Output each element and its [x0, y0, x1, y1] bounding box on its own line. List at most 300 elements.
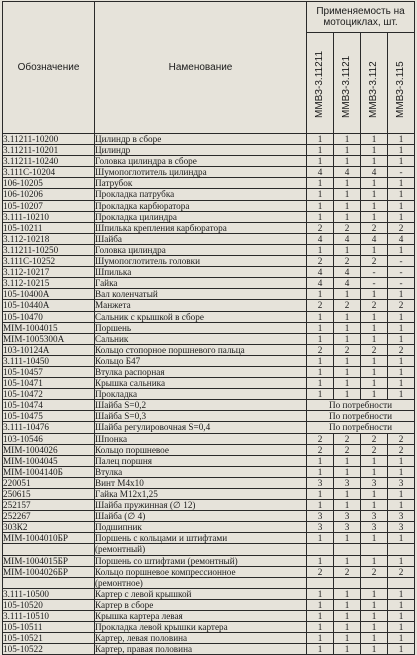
part-code: 3.111-10476 — [3, 422, 95, 433]
quantity-cell: 1 — [334, 333, 361, 344]
quantity-cell: 4 — [334, 267, 361, 278]
part-code: 3.111-10510 — [3, 611, 95, 622]
applicability-table — [2, 1, 415, 655]
quantity-cell: 1 — [307, 389, 334, 400]
part-name: Сальник с крышкой в сборе — [95, 311, 307, 322]
quantity-cell: - — [361, 267, 388, 278]
quantity-cell: 1 — [334, 455, 361, 466]
table-row — [3, 511, 415, 522]
table-row — [3, 256, 415, 267]
quantity-cell: 1 — [307, 555, 334, 566]
model-label: ММВЗ-3.11211 — [314, 50, 325, 118]
part-code: МIМ-1004026 — [3, 444, 95, 455]
part-code: 105-10475 — [3, 411, 95, 422]
quantity-cell: 1 — [307, 134, 334, 145]
quantity-cell: 3 — [334, 477, 361, 488]
table-row — [3, 189, 415, 200]
quantity-cell: 1 — [307, 189, 334, 200]
quantity-cell: 1 — [388, 633, 415, 644]
quantity-cell: 1 — [388, 211, 415, 222]
table-row — [3, 378, 415, 389]
quantity-cell: 4 — [307, 167, 334, 178]
part-code: 105-10472 — [3, 389, 95, 400]
table-row — [3, 200, 415, 211]
quantity-cell: 1 — [307, 599, 334, 610]
part-code: 3.111-10210 — [3, 211, 95, 222]
part-name: Шпилька крепления карбюратора — [95, 222, 307, 233]
quantity-cell: 1 — [361, 500, 388, 511]
part-code: 3.111С-10204 — [3, 167, 95, 178]
quantity-cell: 1 — [334, 588, 361, 599]
part-name: Палец поршня — [95, 455, 307, 466]
quantity-cell: 2 — [388, 344, 415, 355]
quantity-cell: 1 — [307, 378, 334, 389]
quantity-cell: 1 — [334, 200, 361, 211]
part-name: Гайка М12х1,25 — [95, 489, 307, 500]
quantity-cell: 1 — [307, 644, 334, 655]
part-code: 3.11211-10240 — [3, 156, 95, 167]
quantity-cell: 1 — [334, 322, 361, 333]
quantity-cell: 1 — [307, 333, 334, 344]
part-name: Шайба (∅ 4) — [95, 511, 307, 522]
quantity-cell: 2 — [307, 222, 334, 233]
header-model-1 — [307, 33, 334, 134]
quantity-cell: 1 — [334, 644, 361, 655]
quantity-cell: 1 — [334, 622, 361, 633]
table-row — [3, 178, 415, 189]
quantity-cell: 3 — [361, 511, 388, 522]
quantity-cell: 1 — [361, 311, 388, 322]
part-code: 105-10457 — [3, 366, 95, 377]
quantity-cell: 4 — [334, 233, 361, 244]
quantity-cell: 1 — [334, 156, 361, 167]
part-name: Втулка — [95, 466, 307, 477]
part-name: Прокладка карбюратора — [95, 200, 307, 211]
quantity-cell: 4 — [361, 167, 388, 178]
part-name: Прокладка левой крышки картера — [95, 622, 307, 633]
table-row — [3, 333, 415, 344]
part-name: Шайба регулировочная S=0,4 — [95, 422, 307, 433]
quantity-cell: 1 — [307, 322, 334, 333]
quantity-cell: 1 — [388, 333, 415, 344]
table-row — [3, 466, 415, 477]
quantity-cell: - — [388, 267, 415, 278]
table-row — [3, 145, 415, 156]
quantity-cell: 2 — [307, 444, 334, 455]
quantity-cell: 1 — [388, 311, 415, 322]
quantity-cell: 1 — [388, 378, 415, 389]
part-name: (ремонтное) — [95, 577, 307, 588]
part-name: Винт М4х10 — [95, 477, 307, 488]
quantity-cell: 1 — [334, 466, 361, 477]
quantity-cell: 1 — [307, 244, 334, 255]
quantity-cell: 1 — [334, 489, 361, 500]
quantity-cell: - — [388, 256, 415, 267]
quantity-cell: 1 — [307, 588, 334, 599]
table-row — [3, 422, 415, 433]
quantity-cell: 1 — [361, 389, 388, 400]
part-name: Сальник — [95, 333, 307, 344]
part-name: Кольцо стопорное поршневого пальца — [95, 344, 307, 355]
part-name: Кольцо поршневое — [95, 444, 307, 455]
part-code: 105-10520 — [3, 599, 95, 610]
table-row — [3, 500, 415, 511]
quantity-cell: 3 — [334, 522, 361, 533]
part-name: Поршень со штифтами (ремонтный) — [95, 555, 307, 566]
quantity-cell: 2 — [361, 300, 388, 311]
quantity-cell: 1 — [307, 455, 334, 466]
quantity-cell: 1 — [388, 289, 415, 300]
part-code: 3.112-10217 — [3, 267, 95, 278]
quantity-cell: 4 — [334, 278, 361, 289]
quantity-cell: 1 — [361, 466, 388, 477]
quantity-cell: 1 — [361, 178, 388, 189]
quantity-cell: 1 — [361, 533, 388, 544]
part-name: Головка цилиндра — [95, 244, 307, 255]
quantity-cell: 1 — [388, 244, 415, 255]
part-name: Крышка сальника — [95, 378, 307, 389]
quantity-cell: 1 — [307, 611, 334, 622]
quantity-cell: 1 — [361, 588, 388, 599]
quantity-cell: 1 — [307, 311, 334, 322]
quantity-cell: 4 — [307, 233, 334, 244]
part-name: Картер, правая половина — [95, 644, 307, 655]
table-row — [3, 400, 415, 411]
quantity-cell: 1 — [388, 533, 415, 544]
part-name: Втулка распорная — [95, 366, 307, 377]
quantity-cell: 1 — [307, 178, 334, 189]
quantity-cell: 1 — [334, 134, 361, 145]
quantity-cell: 1 — [361, 378, 388, 389]
quantity-cell: 1 — [361, 633, 388, 644]
table-row — [3, 222, 415, 233]
quantity-cell: 1 — [334, 555, 361, 566]
quantity-cell: 1 — [334, 611, 361, 622]
quantity-cell: 1 — [388, 145, 415, 156]
part-code: 105-10521 — [3, 633, 95, 644]
quantity-cell: 1 — [334, 355, 361, 366]
quantity-cell: 1 — [361, 200, 388, 211]
quantity-cell: 1 — [307, 355, 334, 366]
quantity-cell: 3 — [307, 522, 334, 533]
quantity-cell: 2 — [388, 222, 415, 233]
quantity-cell: 1 — [334, 178, 361, 189]
quantity-cell: 1 — [388, 189, 415, 200]
quantity-cell: 1 — [334, 378, 361, 389]
quantity-cell — [361, 577, 388, 588]
quantity-cell: 2 — [361, 344, 388, 355]
quantity-cell: 1 — [307, 156, 334, 167]
quantity-cell: 3 — [361, 477, 388, 488]
part-name: Головка цилиндра в сборе — [95, 156, 307, 167]
quantity-cell: 1 — [334, 366, 361, 377]
quantity-cell: 1 — [388, 466, 415, 477]
quantity-cell: 2 — [307, 433, 334, 444]
quantity-cell: 1 — [361, 599, 388, 610]
quantity-cell: 1 — [388, 322, 415, 333]
part-name: Шайба S=0,3 — [95, 411, 307, 422]
table-row — [3, 544, 415, 555]
quantity-cell: 4 — [307, 267, 334, 278]
header-name: Наменование — [95, 2, 307, 134]
quantity-cell: 1 — [388, 588, 415, 599]
quantity-cell: 1 — [388, 366, 415, 377]
quantity-cell: 1 — [361, 211, 388, 222]
table-row — [3, 455, 415, 466]
part-code: 303К2 — [3, 522, 95, 533]
quantity-cell: 3 — [334, 511, 361, 522]
quantity-cell: 1 — [334, 289, 361, 300]
part-code — [3, 544, 95, 555]
part-name: Шайба пружинная (∅ 12) — [95, 500, 307, 511]
quantity-cell: 1 — [388, 355, 415, 366]
table-row — [3, 622, 415, 633]
part-name: Картер с левой крышкой — [95, 588, 307, 599]
part-code: МIМ-1004015БР — [3, 555, 95, 566]
quantity-cell: 2 — [361, 256, 388, 267]
quantity-cell: 2 — [334, 256, 361, 267]
header-model-4 — [388, 33, 415, 134]
part-code: 105-10471 — [3, 378, 95, 389]
part-code: 105-10522 — [3, 644, 95, 655]
quantity-cell: 1 — [388, 500, 415, 511]
table-row — [3, 611, 415, 622]
header-group: Применяемость на мотоциклах, шт. — [307, 2, 415, 33]
part-code: 105-10400А — [3, 289, 95, 300]
table-row — [3, 644, 415, 655]
part-name: Шумопоглотитель цилиндра — [95, 167, 307, 178]
quantity-cell: 1 — [334, 145, 361, 156]
part-code: 3.111С-10252 — [3, 256, 95, 267]
quantity-note: По потребности — [307, 422, 415, 433]
part-name: Шумопоглотитель головки — [95, 256, 307, 267]
part-code: 105-10511 — [3, 622, 95, 633]
quantity-cell: 1 — [361, 555, 388, 566]
quantity-cell: 1 — [307, 489, 334, 500]
quantity-cell: 1 — [361, 189, 388, 200]
quantity-cell: 1 — [307, 211, 334, 222]
quantity-cell: 1 — [388, 389, 415, 400]
quantity-cell: 2 — [361, 444, 388, 455]
quantity-cell: 2 — [307, 256, 334, 267]
quantity-cell: 2 — [334, 222, 361, 233]
quantity-cell — [307, 577, 334, 588]
quantity-cell: 1 — [361, 134, 388, 145]
table-row — [3, 489, 415, 500]
quantity-cell: 4 — [334, 167, 361, 178]
part-code: МIМ-1004015 — [3, 322, 95, 333]
table-row — [3, 344, 415, 355]
quantity-cell: 1 — [361, 333, 388, 344]
part-name: Подшипник — [95, 522, 307, 533]
table-row — [3, 477, 415, 488]
quantity-cell: 2 — [334, 566, 361, 577]
quantity-cell: 1 — [334, 500, 361, 511]
part-name: Шайба S=0,2 — [95, 400, 307, 411]
quantity-cell: 2 — [334, 300, 361, 311]
quantity-cell: 1 — [334, 599, 361, 610]
quantity-cell: 1 — [361, 355, 388, 366]
quantity-cell: 1 — [388, 200, 415, 211]
table-row — [3, 433, 415, 444]
part-name: Картер, левая половина — [95, 633, 307, 644]
quantity-cell: 1 — [388, 622, 415, 633]
quantity-cell: 1 — [361, 156, 388, 167]
part-code: 220051 — [3, 477, 95, 488]
part-name: Прокладка патрубка — [95, 189, 307, 200]
part-code: 103-10124А — [3, 344, 95, 355]
part-name: Цилиндр — [95, 145, 307, 156]
quantity-cell: 4 — [307, 278, 334, 289]
quantity-cell: 2 — [388, 300, 415, 311]
part-code — [3, 577, 95, 588]
quantity-cell: 2 — [388, 566, 415, 577]
part-name: Манжета — [95, 300, 307, 311]
quantity-cell — [388, 577, 415, 588]
model-label: ММВЗ-3.1121 — [341, 55, 352, 118]
table-row — [3, 156, 415, 167]
part-code: 3.112-10218 — [3, 233, 95, 244]
part-code: 105-10470 — [3, 311, 95, 322]
quantity-cell: 2 — [334, 433, 361, 444]
quantity-cell: 2 — [307, 566, 334, 577]
quantity-cell: 2 — [334, 344, 361, 355]
part-code: 3.11211-10250 — [3, 244, 95, 255]
quantity-cell: 1 — [388, 156, 415, 167]
quantity-cell: 1 — [361, 644, 388, 655]
quantity-cell: 1 — [307, 366, 334, 377]
part-name: Шайба — [95, 233, 307, 244]
quantity-cell: 1 — [388, 599, 415, 610]
quantity-cell: 3 — [388, 522, 415, 533]
quantity-cell — [307, 544, 334, 555]
quantity-cell — [334, 544, 361, 555]
quantity-cell: 2 — [307, 344, 334, 355]
quantity-cell: 2 — [334, 444, 361, 455]
part-name: Патрубок — [95, 178, 307, 189]
part-code: 103-10546 — [3, 433, 95, 444]
quantity-note: По потребности — [307, 411, 415, 422]
table-row — [3, 522, 415, 533]
header-model-3 — [361, 33, 388, 134]
quantity-cell: 4 — [388, 233, 415, 244]
table-row — [3, 389, 415, 400]
quantity-cell: 1 — [388, 455, 415, 466]
table-row — [3, 588, 415, 599]
table-row — [3, 633, 415, 644]
part-name: Кольцо Б47 — [95, 355, 307, 366]
table-row — [3, 278, 415, 289]
part-name: Прокладка цилиндра — [95, 211, 307, 222]
quantity-cell — [361, 544, 388, 555]
quantity-cell: 1 — [307, 145, 334, 156]
header-model-2 — [334, 33, 361, 134]
table-row — [3, 167, 415, 178]
table-row — [3, 355, 415, 366]
part-code: 3.11211-10201 — [3, 145, 95, 156]
quantity-cell: 1 — [307, 622, 334, 633]
part-code: 105-10440А — [3, 300, 95, 311]
part-code: 105-10207 — [3, 200, 95, 211]
quantity-cell: 1 — [307, 633, 334, 644]
table-row — [3, 366, 415, 377]
part-name: Шпонка — [95, 433, 307, 444]
part-code: МIМ-1004010БР — [3, 533, 95, 544]
quantity-cell — [334, 577, 361, 588]
table-row — [3, 322, 415, 333]
table-row — [3, 267, 415, 278]
part-name: Поршень с кольцами и штифтами — [95, 533, 307, 544]
table-row — [3, 300, 415, 311]
quantity-cell: 1 — [361, 455, 388, 466]
quantity-cell: 1 — [361, 489, 388, 500]
header-code: Обозначение — [3, 2, 95, 134]
part-name: Крышка картера левая — [95, 611, 307, 622]
table-row — [3, 555, 415, 566]
part-code: 106-10205 — [3, 178, 95, 189]
quantity-cell: 1 — [388, 178, 415, 189]
part-name: Прокладка — [95, 389, 307, 400]
quantity-cell: 1 — [334, 189, 361, 200]
table-row — [3, 599, 415, 610]
quantity-note: По потребности — [307, 400, 415, 411]
part-code: 3.11211-10200 — [3, 134, 95, 145]
quantity-cell: 2 — [388, 433, 415, 444]
model-label: ММВЗ-3.112 — [368, 61, 379, 118]
quantity-cell: 3 — [388, 477, 415, 488]
part-name: Шпилька — [95, 267, 307, 278]
quantity-cell: 1 — [388, 134, 415, 145]
quantity-cell: 1 — [361, 244, 388, 255]
quantity-cell: 1 — [361, 289, 388, 300]
part-code: МIМ-1004140Б — [3, 466, 95, 477]
part-code: 252267 — [3, 511, 95, 522]
quantity-cell: 1 — [361, 366, 388, 377]
model-label: ММВЗ-3.115 — [395, 61, 407, 118]
quantity-cell: 1 — [334, 244, 361, 255]
table-row — [3, 244, 415, 255]
quantity-cell: 1 — [307, 289, 334, 300]
quantity-cell: 1 — [361, 145, 388, 156]
quantity-cell: 1 — [361, 611, 388, 622]
quantity-cell: 1 — [307, 533, 334, 544]
quantity-cell: 2 — [361, 222, 388, 233]
part-code: 105-10474 — [3, 400, 95, 411]
table-row — [3, 134, 415, 145]
quantity-cell: 1 — [388, 611, 415, 622]
part-name: (ремонтный) — [95, 544, 307, 555]
quantity-cell: 2 — [307, 300, 334, 311]
part-code: 3.112-10215 — [3, 278, 95, 289]
part-code: 106-10206 — [3, 189, 95, 200]
table-row — [3, 211, 415, 222]
quantity-cell: 4 — [361, 233, 388, 244]
part-code: 3.111-10450 — [3, 355, 95, 366]
quantity-cell: 1 — [388, 644, 415, 655]
table-body — [3, 134, 415, 655]
table-row — [3, 311, 415, 322]
quantity-cell: 1 — [334, 633, 361, 644]
quantity-cell: 3 — [388, 511, 415, 522]
table-row — [3, 566, 415, 577]
part-code: 105-10211 — [3, 222, 95, 233]
part-name: Вал коленчатый — [95, 289, 307, 300]
quantity-cell — [388, 544, 415, 555]
table-row — [3, 233, 415, 244]
quantity-cell: 1 — [307, 500, 334, 511]
part-name: Картер в сборе — [95, 599, 307, 610]
quantity-cell: 2 — [361, 433, 388, 444]
